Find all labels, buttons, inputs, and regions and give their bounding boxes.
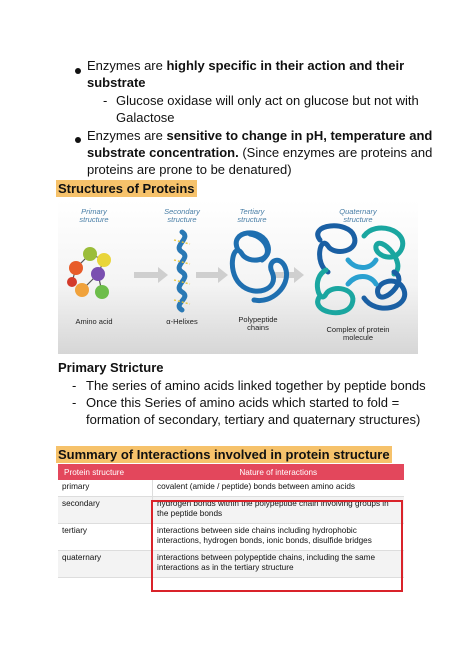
table-cell: covalent (amide / peptide) bonds between amino acids <box>153 480 405 497</box>
secondary-structure-label: Secondary structure <box>164 207 200 224</box>
complex-label: Complex of protein molecule <box>326 325 390 342</box>
bullet-2-line2 <box>87 144 432 161</box>
bullet-1-bold: highly specific in their action and their <box>166 58 405 73</box>
primary-structure-label: Primary structure <box>79 207 109 224</box>
highlight-box <box>151 500 403 592</box>
sub-bullet-1 <box>116 92 419 109</box>
bullet-2-rest: (Since enzymes are proteins and <box>238 145 433 160</box>
primary-item-1: The series of amino acids linked together by peptide bonds <box>86 378 426 393</box>
bullet-2 <box>87 127 432 144</box>
protein-structures-figure <box>58 200 418 354</box>
quaternary-structure-label: Quaternary structure <box>339 207 377 224</box>
dash: - <box>72 378 77 393</box>
sub-bullet-1-text: Glucose oxidase will only act on glucose but not with <box>116 93 419 108</box>
table-cell: secondary <box>58 497 153 524</box>
bullet-dot <box>75 137 81 143</box>
dash: - <box>72 395 77 410</box>
bullet-1-line2 <box>87 74 146 91</box>
table-header-interactions: Nature of interactions <box>153 464 405 480</box>
table-cell: tertiary <box>58 524 153 551</box>
tertiary-structure-label: Tertiary structure <box>237 207 267 224</box>
table-cell: quaternary <box>58 551 153 578</box>
polypeptide-label: Polypeptide chains <box>238 315 278 332</box>
table-cell: primary <box>58 480 153 497</box>
bullet-1 <box>87 57 427 74</box>
primary-item-2: Once this Series of amino acids which started to fold = <box>86 395 400 410</box>
table-header-structure: Protein structure <box>58 464 153 480</box>
sub-dash: - <box>103 93 108 108</box>
table-cell: interactions between side chains including hydrophobic interactions, hydrogen bonds, ionic bonds, disulfide bridges <box>153 524 405 551</box>
bullet-2-bold-2: substrate concentration. <box>87 145 239 160</box>
bullet-2-text-3: proteins are prone to be denatured) <box>87 162 292 177</box>
bullet-1-bold-2: substrate <box>87 75 146 90</box>
bullet-2-prefix: Enzymes are <box>87 128 167 143</box>
bullet-2-line3 <box>87 161 292 178</box>
sub-bullet-1-text-2: Galactose <box>116 110 175 125</box>
bullet-dot <box>75 68 81 74</box>
primary-heading: Primary Stricture <box>58 360 164 375</box>
table-row <box>58 480 404 497</box>
structures-heading: Structures of Proteins <box>58 181 195 196</box>
primary-item-2-line2: formation of secondary, tertiary and quaternary structures) <box>86 412 421 427</box>
table-cell: hydrogen bonds within the polypeptide chain involving groups in the peptide bonds <box>153 497 405 524</box>
summary-heading: Summary of Interactions involved in protein structure <box>58 447 390 462</box>
table-cell: interactions between polypeptide chains, including the same interactions as in the tertiary structure <box>153 551 405 578</box>
bullet-2-bold: sensitive to change in pH, temperature and <box>166 128 433 143</box>
helixes-label: α-Helixes <box>166 317 198 326</box>
bullet-1-prefix: Enzymes are <box>87 58 167 73</box>
amino-acid-label: Amino acid <box>75 317 113 326</box>
sub-bullet-1-line2 <box>116 109 175 126</box>
